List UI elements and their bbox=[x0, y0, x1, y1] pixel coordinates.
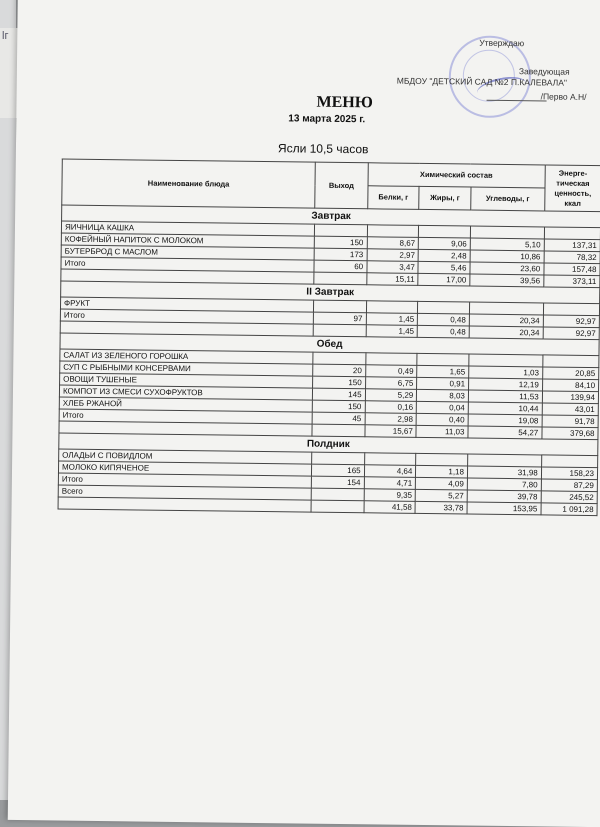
cell-protein: 9,35 bbox=[364, 489, 416, 502]
cell-fat: 9,06 bbox=[419, 237, 471, 250]
cell-carbs: 19,08 bbox=[468, 414, 542, 427]
cell-name bbox=[58, 497, 311, 512]
section-title: Полдник bbox=[59, 433, 598, 456]
approval-label: Утверждаю bbox=[479, 37, 525, 49]
cell-carbs: 23,60 bbox=[470, 262, 544, 275]
cell-fat: 8,03 bbox=[417, 389, 469, 402]
menu-table-body bbox=[58, 205, 600, 516]
cell-energy: 139,94 bbox=[542, 391, 598, 404]
cell-name: ЯИЧНИЦА КАШКА bbox=[61, 221, 314, 236]
cell-fat: 11,03 bbox=[416, 425, 468, 438]
cell-name: Итого bbox=[59, 409, 312, 424]
cell-name: САЛАТ ИЗ ЗЕЛЕНОГО ГОРОШКА bbox=[60, 349, 313, 364]
cell-carbs: 54,27 bbox=[468, 426, 542, 439]
cell-protein bbox=[365, 353, 417, 366]
cell-energy: 379,68 bbox=[542, 427, 598, 440]
section-title: Завтрак bbox=[62, 205, 600, 228]
cell-energy: 137,31 bbox=[544, 239, 600, 252]
cell-fat: 17,00 bbox=[418, 273, 470, 286]
cell-name: Итого bbox=[61, 257, 314, 272]
cell-protein: 4,64 bbox=[364, 465, 416, 478]
cell-carbs: 153,95 bbox=[467, 502, 541, 515]
section-title: Обед bbox=[60, 333, 599, 356]
cell-carbs: 1,03 bbox=[469, 366, 543, 379]
cell-carbs: 7,80 bbox=[467, 478, 541, 491]
cell-output: 150 bbox=[312, 400, 365, 413]
cell-name: ФРУКТ bbox=[60, 297, 313, 312]
cell-fat: 0,91 bbox=[417, 377, 469, 390]
table-header-row bbox=[62, 159, 600, 189]
cell-output: 173 bbox=[314, 248, 367, 261]
cell-energy: 373,11 bbox=[544, 275, 600, 288]
cell-name: ОЛАДЬИ С ПОВИДЛОМ bbox=[59, 449, 312, 464]
cell-carbs bbox=[469, 302, 543, 315]
cell-output: 97 bbox=[313, 312, 366, 325]
cell-protein: 8,67 bbox=[367, 237, 419, 250]
cell-output: 20 bbox=[313, 364, 366, 377]
cell-fat: 0,48 bbox=[418, 313, 470, 326]
cell-energy: 91,78 bbox=[542, 415, 598, 428]
cell-output bbox=[315, 224, 368, 237]
cell-protein: 1,45 bbox=[366, 325, 418, 338]
header-protein: Белки, г bbox=[367, 186, 419, 210]
header-carbs: Углеводы, г bbox=[471, 187, 545, 211]
cell-carbs: 10,44 bbox=[468, 402, 542, 415]
cell-name: СУП С РЫБНЫМИ КОНСЕРВАМИ bbox=[60, 361, 313, 376]
cell-carbs: 20,34 bbox=[469, 314, 543, 327]
cell-name: Всего bbox=[58, 485, 311, 500]
cell-name: КОФЕЙНЫЙ НАПИТОК С МОЛОКОМ bbox=[61, 233, 314, 248]
cell-protein: 0,49 bbox=[365, 365, 417, 378]
cell-carbs: 10,86 bbox=[470, 250, 544, 263]
cell-fat bbox=[417, 353, 469, 366]
cell-carbs: 11,53 bbox=[468, 390, 542, 403]
cell-energy: 158,23 bbox=[541, 467, 597, 480]
cell-output: 145 bbox=[313, 388, 366, 401]
cell-name: Итого bbox=[58, 473, 311, 488]
cell-protein bbox=[364, 453, 416, 466]
cell-fat: 2,48 bbox=[418, 249, 470, 262]
cell-energy: 92,97 bbox=[543, 327, 599, 340]
cell-fat bbox=[416, 453, 468, 466]
cell-fat bbox=[418, 301, 470, 314]
cell-protein: 41,58 bbox=[364, 501, 416, 514]
header-chem: Химический состав bbox=[368, 163, 545, 188]
cell-energy: 20,85 bbox=[542, 367, 598, 380]
cell-fat: 5,27 bbox=[415, 489, 467, 502]
page-title: МЕНЮ bbox=[316, 93, 373, 112]
cell-output: 154 bbox=[311, 476, 364, 489]
cell-output bbox=[313, 324, 366, 337]
cell-output: 60 bbox=[314, 260, 367, 273]
cell-protein: 0,16 bbox=[365, 401, 417, 414]
cell-output: 150 bbox=[314, 236, 367, 249]
cell-name: БУТЕРБРОД С МАСЛОМ bbox=[61, 245, 314, 260]
menu-group: Ясли 10,5 часов bbox=[277, 141, 369, 157]
header-output: Выход bbox=[315, 162, 368, 209]
cell-energy: 92,97 bbox=[543, 315, 599, 328]
cell-output bbox=[311, 488, 364, 501]
cell-fat: 0,04 bbox=[417, 401, 469, 414]
header-name: Наименование блюда bbox=[62, 159, 316, 208]
head-role: Заведующая bbox=[518, 66, 570, 77]
cell-fat: 33,78 bbox=[415, 501, 467, 514]
cell-output: 150 bbox=[313, 376, 366, 389]
cell-energy bbox=[543, 303, 599, 316]
cell-name: МОЛОКО КИПЯЧЕНОЕ bbox=[58, 461, 311, 476]
cell-output bbox=[312, 424, 365, 437]
cell-fat: 0,48 bbox=[417, 325, 469, 338]
cell-output bbox=[314, 272, 367, 285]
cell-output bbox=[311, 500, 364, 513]
cell-protein: 5,29 bbox=[365, 389, 417, 402]
side-scrap-text: lг bbox=[2, 30, 9, 42]
cell-energy bbox=[543, 355, 599, 368]
cell-name: Итого bbox=[60, 309, 313, 324]
cell-energy bbox=[544, 227, 600, 240]
cell-energy: 43,01 bbox=[542, 403, 598, 416]
cell-energy: 1 091,28 bbox=[541, 503, 597, 516]
cell-output: 165 bbox=[312, 464, 365, 477]
cell-fat: 5,46 bbox=[418, 261, 470, 274]
cell-carbs: 12,19 bbox=[468, 378, 542, 391]
cell-protein: 1,45 bbox=[366, 313, 418, 326]
header-energy: Энерге-тическая ценность, ккал bbox=[544, 165, 600, 212]
cell-carbs: 39,78 bbox=[467, 490, 541, 503]
cell-name: ОВОЩИ ТУШЕНЫЕ bbox=[60, 373, 313, 388]
cell-carbs: 39,56 bbox=[470, 274, 544, 287]
cell-carbs: 5,10 bbox=[470, 238, 544, 251]
cell-energy: 87,29 bbox=[541, 479, 597, 492]
cell-protein: 15,67 bbox=[365, 425, 417, 438]
cell-output bbox=[312, 452, 365, 465]
cell-name: ХЛЕБ РЖАНОЙ bbox=[59, 397, 312, 412]
cell-carbs: 31,98 bbox=[467, 466, 541, 479]
cell-protein: 2,97 bbox=[367, 249, 419, 262]
cell-name: КОМПОТ ИЗ СМЕСИ СУХОФРУКТОВ bbox=[59, 385, 312, 400]
header-fat: Жиры, г bbox=[419, 186, 471, 210]
cell-fat: 0,40 bbox=[416, 413, 468, 426]
cell-protein: 2,98 bbox=[365, 413, 417, 426]
cell-energy: 84,10 bbox=[542, 379, 598, 392]
cell-energy: 157,48 bbox=[544, 263, 600, 276]
cell-energy: 78,32 bbox=[544, 251, 600, 264]
cell-carbs bbox=[468, 454, 542, 467]
cell-protein: 15,11 bbox=[366, 273, 418, 286]
cell-carbs: 20,34 bbox=[469, 326, 543, 339]
cell-protein: 4,71 bbox=[364, 477, 416, 490]
menu-document bbox=[8, 0, 600, 827]
cell-protein bbox=[366, 301, 418, 314]
menu-date: 13 марта 2025 г. bbox=[288, 113, 366, 126]
cell-output bbox=[313, 352, 366, 365]
cell-fat: 1,18 bbox=[416, 465, 468, 478]
cell-protein: 6,75 bbox=[365, 377, 417, 390]
cell-protein bbox=[367, 225, 419, 238]
organization-name: МБДОУ "ДЕТСКИЙ САД №2 П.КАЛЕВАЛА" bbox=[396, 75, 568, 88]
cell-carbs bbox=[470, 226, 544, 239]
cell-fat: 1,65 bbox=[417, 365, 469, 378]
cell-energy bbox=[541, 455, 597, 468]
cell-output bbox=[314, 300, 367, 313]
menu-table bbox=[58, 159, 600, 517]
signer-name: /Перво А.Н/ bbox=[540, 91, 587, 102]
cell-fat: 4,09 bbox=[416, 477, 468, 490]
cell-output: 45 bbox=[312, 412, 365, 425]
cell-energy: 245,52 bbox=[541, 491, 597, 504]
section-title: II Завтрак bbox=[61, 281, 600, 304]
cell-carbs bbox=[469, 354, 543, 367]
cell-fat bbox=[419, 225, 471, 238]
cell-protein: 3,47 bbox=[367, 261, 419, 274]
